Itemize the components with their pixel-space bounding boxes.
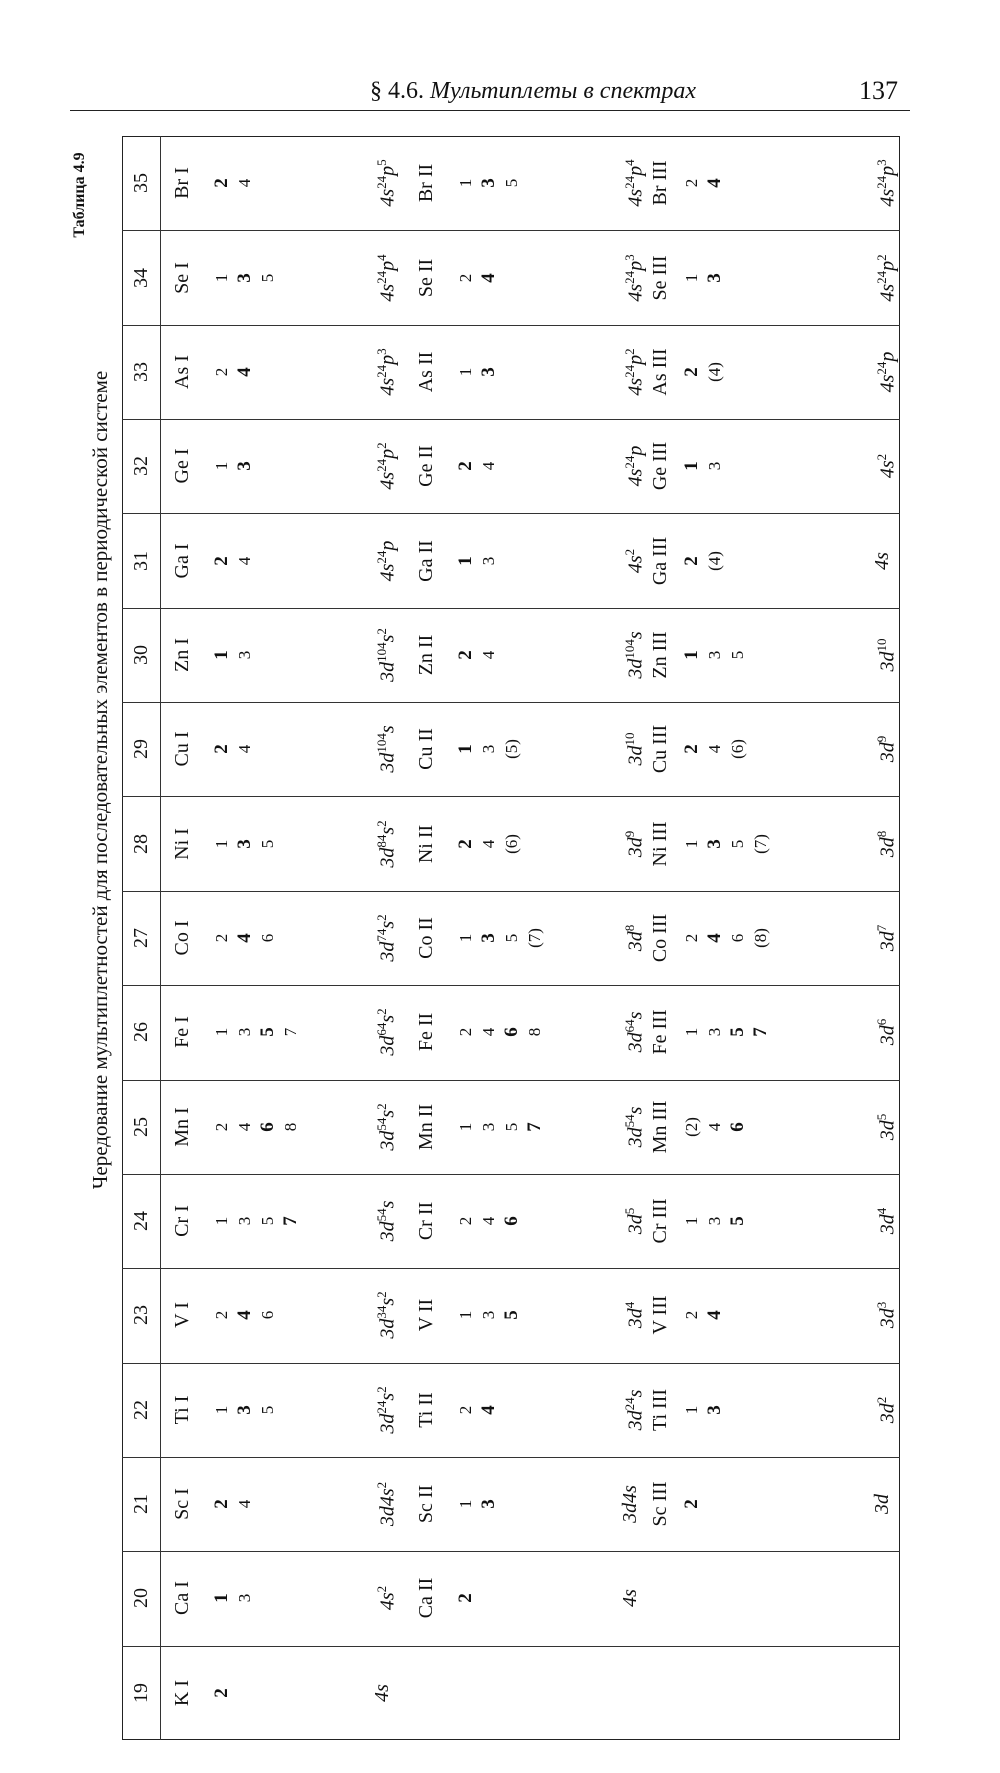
multiplicity-value: (8) (751, 928, 770, 948)
multiplicity-value: 5 (258, 1216, 277, 1226)
multiplicity-value: (4) (705, 361, 724, 382)
multiplicity-value: 6 (501, 1027, 522, 1038)
multiplicity-value: 4 (234, 1310, 255, 1321)
multiplicity-value: 4 (235, 745, 254, 754)
multiplicity-value: 4 (704, 178, 725, 188)
electron-configuration: 3d4s (619, 1485, 641, 1524)
multiplicity-value: 6 (727, 1121, 748, 1132)
multiplicity-value: 3 (479, 1311, 498, 1320)
table-caption: Чередование мультиплетностей для последовательных элементов в периодической системе (88, 370, 112, 1190)
ion-label: Sc II (415, 1484, 437, 1524)
electron-configuration: $3d^6$ (874, 1019, 899, 1046)
ion-label: Ti II (415, 1392, 437, 1428)
multiplicity-value: 2 (681, 1499, 702, 1509)
electron-configuration: $3d^{104}s^2$ (374, 628, 399, 682)
electron-configuration: $3d^{24}s$ (622, 1389, 647, 1431)
ion-label: Sc III (649, 1481, 671, 1527)
electron-configuration: $3d^{34}s^2$ (374, 1291, 399, 1340)
ion-label: Fe II (415, 1013, 437, 1052)
atomic-number: 31 (130, 550, 152, 571)
number-band-divider (160, 136, 161, 1740)
atomic-number: 23 (130, 1305, 152, 1326)
multiplicity-value: 1 (681, 650, 702, 660)
multiplicity-value: 6 (258, 1311, 277, 1320)
atomic-number: 29 (130, 739, 152, 760)
electron-configuration: $3d^8$ (874, 830, 899, 857)
multiplicity-value: 4 (705, 745, 724, 754)
multiplicity-value: 3 (478, 178, 499, 188)
multiplicity-value: 5 (258, 839, 277, 848)
multiplicity-value: 8 (525, 1028, 544, 1037)
multiplicity-value: 3 (705, 650, 724, 660)
electron-configuration: $3d^9$ (874, 736, 899, 763)
multiplicity-value: 1 (681, 461, 702, 471)
multiplicity-value: 5 (502, 1122, 521, 1131)
electron-configuration: $4s^{24}p$ (874, 351, 899, 393)
atomic-number: 34 (130, 267, 152, 288)
multiplicity-value: (5) (502, 739, 521, 760)
ion-label: Co II (415, 917, 437, 959)
ion-label: K I (171, 1679, 193, 1706)
electron-configuration: $4s^{24}p^2$ (874, 253, 899, 302)
electron-configuration: $4s^{24}p^3$ (622, 253, 647, 302)
multiplicity-value: 6 (258, 933, 277, 943)
electron-configuration: $3d^5$ (874, 1113, 899, 1140)
multiplicity-value: 1 (682, 1028, 701, 1037)
multiplicity-value: 4 (478, 1405, 499, 1415)
atomic-number: 27 (130, 928, 152, 948)
multiplicity-value: 4 (479, 461, 498, 471)
multiplicity-value: 7 (281, 1028, 300, 1037)
multiplicity-value: 4 (479, 1028, 498, 1037)
electron-configuration: $4s^{24}p$ (374, 540, 399, 581)
multiplicity-value: 1 (682, 839, 701, 848)
electron-configuration: 4s (619, 1589, 641, 1608)
multiplicity-value: 5 (728, 839, 747, 848)
ion-label: Br III (649, 160, 671, 206)
multiplicity-value: 1 (212, 461, 231, 471)
ion-label: Mn III (649, 1100, 671, 1154)
ion-label: Ti I (171, 1395, 193, 1425)
multiplicity-value: 4 (704, 933, 725, 943)
ion-label: Zn II (415, 634, 437, 676)
ion-label: Cr I (171, 1205, 193, 1237)
electron-configuration: $3d^{54}s$ (374, 1200, 399, 1242)
multiplicity-value: 1 (212, 1028, 231, 1037)
multiplicity-value: 3 (479, 745, 498, 754)
electron-configuration: $3d^8$ (622, 924, 647, 952)
ion-label: Ti III (649, 1388, 671, 1431)
electron-configuration: $3d^{54}s^2$ (374, 1103, 399, 1151)
ion-label: Se II (415, 258, 437, 297)
multiplicity-value: 3 (235, 650, 254, 660)
multiplicity-value: 2 (211, 1688, 232, 1698)
multiplicity-value: 5 (258, 273, 277, 282)
multiplicity-value: 3 (478, 367, 499, 377)
multiplicity-value: 3 (235, 1216, 254, 1226)
multiplicity-value: 2 (455, 461, 476, 471)
electron-configuration: $4s^2$ (622, 548, 647, 573)
ion-label: Ga III (649, 536, 671, 585)
multiplicity-value: 2 (681, 744, 702, 755)
multiplicity-value: 3 (235, 1594, 254, 1603)
ion-label: Ge I (171, 448, 193, 484)
electron-configuration: 4s (371, 1683, 393, 1702)
multiplicity-value: 1 (456, 933, 475, 943)
ion-label: Ga II (415, 539, 437, 582)
multiplicity-value: 8 (281, 1122, 300, 1131)
multiplicity-value: 4 (479, 1216, 498, 1226)
ion-label: Ni I (171, 827, 193, 860)
atomic-number: 30 (130, 644, 152, 665)
multiplicity-value: 2 (211, 555, 232, 566)
multiplicity-value: 7 (280, 1216, 301, 1226)
multiplicity-value: 2 (455, 650, 476, 660)
multiplicity-value: 1 (212, 839, 231, 848)
ion-label: Ga I (171, 543, 193, 579)
multiplicity-value: (6) (502, 833, 521, 854)
page-number: 137 (859, 76, 898, 105)
atomic-number: 19 (130, 1682, 152, 1703)
atomic-number: 32 (130, 456, 152, 477)
ion-label: Se III (649, 255, 671, 301)
multiplicity-value: 2 (456, 1216, 475, 1226)
multiplicity-value: 4 (235, 1122, 254, 1131)
electron-configuration: 3d (871, 1494, 893, 1515)
atomic-number: 26 (130, 1022, 152, 1043)
ion-label: Ge III (649, 442, 671, 491)
ion-label: As II (415, 351, 437, 393)
multiplicity-value: 3 (479, 556, 498, 565)
multiplicity-value: 3 (704, 1405, 725, 1415)
electron-configuration: $3d^{10}$ (622, 732, 647, 766)
multiplicity-value: 6 (501, 1216, 522, 1226)
multiplicity-value: 5 (727, 1027, 748, 1038)
section-number: § 4.6. (370, 78, 424, 104)
multiplicity-value: 2 (456, 273, 475, 282)
multiplicity-value: 6 (257, 1121, 278, 1132)
atomic-number: 33 (130, 361, 152, 382)
atomic-number: 24 (130, 1211, 152, 1232)
multiplicity-value: 3 (234, 1405, 255, 1415)
atomic-number: 25 (130, 1116, 152, 1137)
ion-label: Ni II (415, 824, 437, 863)
multiplicity-value: 4 (235, 178, 254, 188)
multiplicity-value: 2 (681, 555, 702, 566)
multiplicity-value: 3 (705, 1216, 724, 1226)
multiplicity-value: 4 (479, 650, 498, 660)
electron-configuration: $3d4s^2$ (374, 1481, 399, 1527)
electron-configuration: $3d^4$ (622, 1302, 647, 1329)
atomic-number: 21 (130, 1494, 152, 1515)
multiplicity-value: 1 (211, 650, 232, 660)
multiplicity-value: 4 (705, 1122, 724, 1131)
electron-configuration: $4s^{24}p^4$ (622, 159, 647, 207)
section-title: Мультиплеты в спектрах (430, 78, 697, 104)
electron-configuration: $3d^{104}s$ (622, 631, 647, 679)
multiplicity-value: 5 (257, 1027, 278, 1038)
multiplicity-value: 1 (456, 367, 475, 377)
atomic-number: 20 (130, 1588, 152, 1609)
multiplicity-value: 3 (705, 1028, 724, 1037)
electron-configuration: $3d^{64}s^2$ (374, 1008, 399, 1056)
multiplicity-value: 2 (212, 1311, 231, 1320)
ion-label: V II (415, 1299, 437, 1332)
electron-configuration: $3d^{74}s^2$ (374, 914, 399, 962)
electron-configuration: $4s^2$ (874, 454, 899, 479)
electron-configuration: $4s^{24}p$ (622, 445, 647, 487)
multiplicity-value: 4 (234, 367, 255, 377)
multiplicity-value: 1 (456, 178, 475, 188)
multiplicity-value: 1 (682, 273, 701, 282)
multiplicity-value: 2 (212, 933, 231, 943)
electron-configuration: $4s^{24}p^3$ (874, 159, 899, 207)
ion-label: Ni III (649, 821, 671, 867)
electron-configuration: $3d^2$ (874, 1396, 899, 1423)
electron-configuration: $3d^{24}s^2$ (374, 1386, 399, 1434)
multiplicity-value: 5 (502, 178, 521, 188)
electron-configuration: $3d^7$ (874, 924, 899, 952)
multiplicity-value: 5 (502, 933, 521, 943)
multiplicity-value: 4 (479, 839, 498, 848)
ion-label: V I (171, 1302, 193, 1329)
multiplicity-value: 2 (682, 933, 701, 943)
electron-configuration: $4s^{24}p^5$ (374, 159, 399, 207)
multiplicity-value: 2 (456, 1028, 475, 1037)
ion-label: Mn II (415, 1103, 437, 1150)
multiplicity-value: 4 (234, 933, 255, 943)
ion-label: Cu II (415, 728, 437, 771)
ion-label: Cu I (171, 731, 193, 767)
electron-configuration: $3d^{10}$ (874, 638, 899, 672)
multiplicity-value: 1 (682, 1216, 701, 1226)
multiplicity-value: 2 (211, 1499, 232, 1509)
multiplicity-value: 1 (456, 1122, 475, 1131)
ion-label: Mn I (171, 1106, 193, 1147)
multiplicity-value: (4) (705, 550, 724, 571)
multiplicity-value: 1 (212, 1216, 231, 1226)
multiplicity-value: 1 (211, 1593, 232, 1604)
ion-label: Ca I (171, 1581, 193, 1616)
multiplicity-value: 5 (258, 1405, 277, 1414)
multiplicity-value: 2 (681, 367, 702, 377)
ion-label: Zn I (171, 638, 193, 672)
ion-label: Br II (415, 164, 437, 203)
ion-label: Cr III (649, 1198, 671, 1244)
multiplicity-value: 2 (212, 1122, 231, 1131)
multiplicity-value: 6 (728, 933, 747, 943)
multiplicity-value: 2 (211, 178, 232, 188)
multiplicity-value: 1 (455, 555, 476, 566)
electron-configuration: $3d^{104}s$ (374, 725, 399, 773)
multiplicity-value: 3 (234, 461, 255, 471)
multiplicity-value: 3 (478, 1499, 499, 1509)
multiplicity-value: 3 (704, 272, 725, 283)
multiplicity-value: 2 (212, 367, 231, 377)
multiplicity-value: 2 (211, 744, 232, 755)
multiplicity-value: (7) (751, 833, 770, 854)
running-title (370, 78, 696, 105)
ion-label: Cu III (649, 725, 671, 774)
multiplicity-value: 3 (234, 272, 255, 283)
multiplicity-value: 5 (501, 1310, 522, 1321)
multiplicity-value: 2 (682, 178, 701, 188)
multiplicity-value: 3 (235, 1028, 254, 1037)
multiplicity-value: 4 (704, 1310, 725, 1321)
ion-label: As I (171, 354, 193, 389)
multiplicity-value: 4 (478, 272, 499, 283)
multiplicity-value: (6) (728, 739, 747, 760)
table-label: Таблица 4.9 (71, 152, 88, 238)
multiplicity-value: 4 (235, 556, 254, 565)
multiplicity-value: 1 (456, 1499, 475, 1509)
multiplicity-value: 3 (705, 461, 724, 471)
multiplicity-value: 3 (478, 933, 499, 943)
ion-label: Sc I (171, 1488, 193, 1520)
multiplicity-value: 2 (455, 838, 476, 849)
ion-label: Co III (649, 913, 671, 963)
multiplicity-value: 5 (728, 650, 747, 660)
electron-configuration: $4s^{24}p^4$ (374, 253, 399, 302)
multiplicity-value: (7) (525, 928, 544, 948)
ion-label: Ge II (415, 445, 437, 488)
electron-configuration: $4s^2$ (374, 1586, 399, 1611)
multiplicity-value: 1 (212, 1405, 231, 1414)
electron-configuration: $3d^5$ (622, 1207, 647, 1235)
ion-label: Ca II (415, 1578, 437, 1619)
electron-configuration: $3d^{54}s$ (622, 1106, 647, 1148)
multiplicity-value: 1 (456, 1311, 475, 1320)
multiplicity-value: 5 (727, 1216, 748, 1226)
atomic-number: 28 (130, 833, 152, 854)
multiplicity-value: 3 (704, 838, 725, 849)
electron-configuration: $3d^9$ (622, 830, 647, 857)
multiplicity-value: 2 (456, 1405, 475, 1414)
multiplicity-value: 7 (524, 1121, 545, 1132)
multiplicity-value: 1 (455, 744, 476, 755)
ion-label: As III (649, 348, 671, 396)
ion-label: Fe I (171, 1016, 193, 1049)
electron-configuration: $4s^{24}p^2$ (374, 442, 399, 490)
multiplicity-value: 2 (455, 1593, 476, 1604)
ion-label: Cr II (415, 1201, 437, 1241)
multiplicity-value: 2 (682, 1311, 701, 1320)
multiplicity-value: 1 (682, 1405, 701, 1414)
ion-label: V III (649, 1295, 671, 1335)
multiplicity-value: 4 (235, 1499, 254, 1509)
electron-configuration: $4s^{24}p^3$ (374, 348, 399, 396)
ion-label: Se I (171, 261, 193, 294)
electron-configuration: $3d^3$ (874, 1302, 899, 1329)
electron-configuration: 4s (871, 551, 893, 570)
ion-label: Fe III (649, 1009, 671, 1055)
atomic-number: 22 (130, 1399, 152, 1420)
electron-configuration: $3d^{84}s^2$ (374, 820, 399, 868)
ion-label: Br I (171, 167, 193, 200)
electron-configuration: $3d^4$ (874, 1207, 899, 1235)
ion-label: Co I (171, 920, 193, 956)
multiplicity-value: (2) (682, 1116, 701, 1137)
multiplicity-value: 3 (234, 838, 255, 849)
electron-configuration: $4s^{24}p^2$ (622, 348, 647, 396)
multiplicity-value: 3 (479, 1122, 498, 1131)
multiplicity-value: 7 (750, 1027, 771, 1038)
atomic-number: 35 (130, 173, 152, 194)
electron-configuration: $3d^{64}s$ (622, 1011, 647, 1053)
multiplicity-value: 1 (212, 273, 231, 282)
ion-label: Zn III (649, 631, 671, 679)
